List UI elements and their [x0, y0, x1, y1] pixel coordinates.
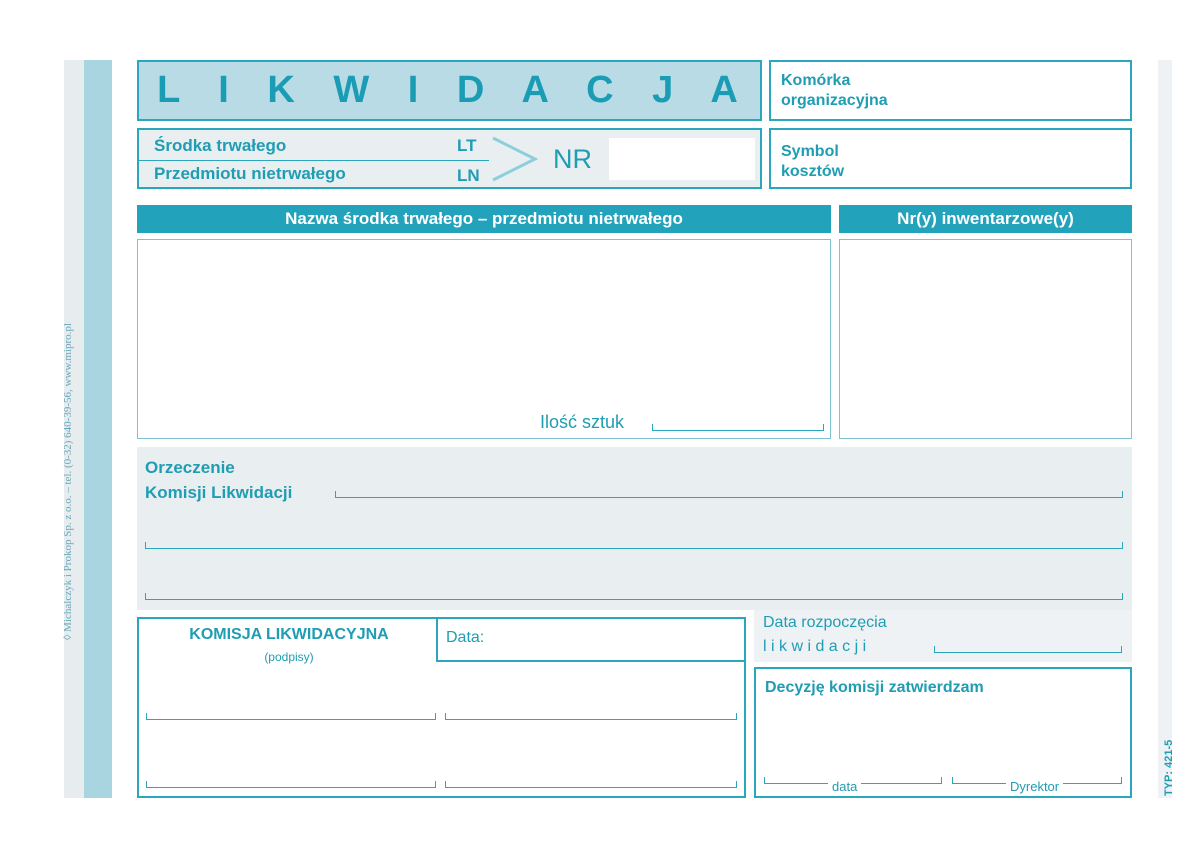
commission-title: KOMISJA LIKWIDACYJNA [189, 626, 389, 643]
verdict-label-1: Orzeczenie [145, 458, 235, 477]
nr-label: NR [553, 144, 592, 174]
quantity-label: Ilość sztuk [540, 412, 625, 432]
asset-name-header: Nazwa środka trwałego – przedmiotu nietrwałego [137, 205, 831, 233]
signature-line-3[interactable] [146, 787, 436, 788]
commission-date-label: Data: [446, 629, 485, 646]
publisher-logo-icon: ◊ [62, 631, 74, 640]
publisher-note: ◊ Michalczyk i Prokop Sp. z o.o. – tel. (0-32) 640-39-56, www.mipro.pl [62, 323, 74, 640]
form-code: TYP: 421-5 [1163, 739, 1175, 796]
right-strip [1158, 60, 1172, 798]
unit-field[interactable] [769, 60, 1132, 121]
start-date-line[interactable] [934, 652, 1122, 653]
verdict-line-3[interactable] [145, 599, 1123, 600]
quantity-line[interactable] [652, 430, 824, 431]
start-date-label-1: Data rozpoczęcia [763, 614, 887, 631]
commission-date-field[interactable] [436, 617, 746, 662]
commission-subtitle: (podpisy) [264, 650, 314, 664]
page-title: L I K W I D A C J A [157, 69, 752, 111]
director-label: Dyrektor [1006, 779, 1063, 794]
approval-box [754, 667, 1132, 798]
unit-label: Komórka organizacyjna [781, 72, 888, 109]
approval-title: Decyzję komisji zatwierdzam [765, 679, 984, 696]
inventory-field[interactable] [839, 239, 1132, 439]
cost-symbol-label: Symbol kosztów [781, 143, 845, 180]
nonfixed-asset-code: LN [457, 166, 480, 185]
inventory-header: Nr(y) inwentarzowe(y) [839, 205, 1132, 233]
nonfixed-asset-label: Przedmiotu nietrwałego [154, 164, 346, 183]
asset-name-field[interactable] [137, 239, 831, 439]
verdict-area [137, 447, 1132, 610]
approval-date-label: data [828, 779, 861, 794]
chevron-right-icon [491, 136, 539, 182]
side-strip-accent [84, 60, 112, 798]
verdict-line-2[interactable] [145, 548, 1123, 549]
start-date-area [754, 610, 1132, 662]
asset-divider [139, 160, 489, 161]
verdict-line-1[interactable] [335, 497, 1123, 498]
cost-symbol-field[interactable] [769, 128, 1132, 189]
fixed-asset-label: Środka trwałego [154, 136, 287, 155]
signature-line-2[interactable] [445, 719, 737, 720]
fixed-asset-code: LT [457, 136, 477, 155]
nr-input[interactable] [609, 138, 755, 180]
title-bar [137, 60, 762, 121]
signature-line-1[interactable] [146, 719, 436, 720]
asset-type-box [137, 128, 762, 189]
signature-line-4[interactable] [445, 787, 737, 788]
start-date-label-2: l i k w i d a c j i [763, 638, 867, 655]
commission-box [137, 617, 746, 798]
verdict-label-2: Komisji Likwidacji [145, 483, 293, 502]
